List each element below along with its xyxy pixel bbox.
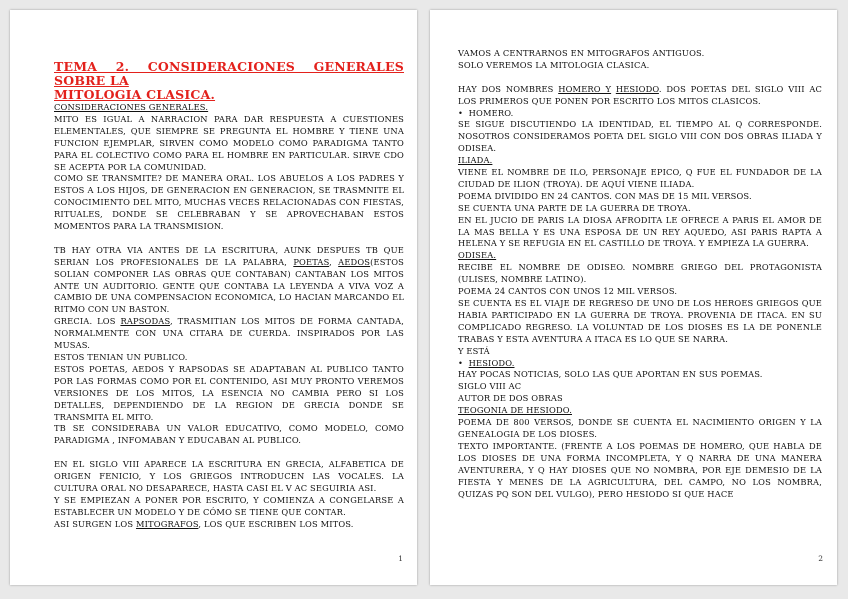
paragraph-iliada-cantos: POEMA DIVIDIDO EN 24 CANTOS. CON MAS DE 15 MIL VERSOS.: [458, 190, 752, 201]
line-mitografos-antiguos: VAMOS A CENTRARNOS EN MITOGRAFOS ANTIGUOS.: [458, 48, 705, 58]
text-run: , LOS QUE ESCRIBEN LOS MITOS.: [198, 518, 354, 529]
page-number: 2: [818, 554, 823, 563]
text-run: (ESTOS SOLIAN COMPONER LAS OBRAS QUE CONTABAN) CANTABAN LOS MITOS ANTE UN AUDITORIO. GENTE QUE CONTABA LA LEYENDA A VIVA VOZ A CAMBIO DE UNA COMPENSACION ECONOMICA, LO HACIAN MARCANDO EL RITMO CON UN BASTON.: [54, 256, 405, 315]
text-run: , TRASMITIAN LOS MITOS DE FORMA CANTADA, NORMALMENTE CON UNA CITARA DE CUERDA. INSPIRADOS POR LAS MUSAS.: [54, 316, 404, 351]
bullet-hesiodo: HESIODO.: [468, 357, 515, 368]
paragraph-mito-definicion: MITO ES IGUAL A NARRACION PARA DAR RESPUESTA A CUESTIONES ELEMENTALES, QUE SIEMPRE SE PREGUNTA EL HOMBRE Y TIENE UNA FUNCION EJEMPLAR, SIRVEN COMO MODELO COMO PARADIGMA TANTO PARA EL COLECTIVO COMO PARA EL HOMBRE EN PARTICULAR. SIRVE CDO SE ACEPTA POR LA COMUNIDAD.: [54, 113, 404, 172]
paragraph-juicio-paris: EN EL JUCIO DE PARIS LA DIOSA AFRODITA LE OFRECE A PARIS EL AMOR DE LA MAS BELLA Y ES UNA ESPOSA DE UN REY AQUEDO, ASI PARIS RAPTA A HELENA Y SE REFUGIA EN EL CASTILLO DE TROYA. Y EMPIEZA LA GUERRA.: [458, 214, 822, 249]
paragraph-publico: ESTOS TENIAN UN PUBLICO.: [54, 352, 188, 363]
term-poetas: POETAS: [293, 256, 330, 267]
text-run: ASI SURGEN LOS: [54, 518, 136, 529]
paragraph-viaje-regreso: SE CUENTA ES EL VIAJE DE REGRESO DE UNO DE LOS HEROES GRIEGOS QUE HABIA PARTICIPADO EN LA GUERRA DE TROYA. PROVENIA DE ITACA. EN SU COMPLICADO REGRESO. LA VOLUNTAD DE LOS DIOSES ES LA DE PONENLE TRABAS Y ESTA AVENTURA A ITACA ES LO QUE SE NARRA.: [458, 298, 822, 344]
bullet-homero: • HOMERO.: [458, 108, 822, 120]
paragraph-odisea-cantos: POEMA 24 CANTOS CON UNOS 12 MIL VERSOS.: [458, 286, 678, 297]
document-title-line-2: MITOLOGIA CLASICA.: [54, 87, 216, 102]
paragraph-mitografos: [54, 519, 404, 531]
paragraph-transmision-oral: COMO SE TRANSMITE? DE MANERA ORAL. LOS ABUELOS A LOS PADRES Y ESTOS A LOS HIJOS, DE GENERACION EN GENERACION, SE TRASMNITE EL CONOCIMIENTO DEL MITO, MUCHAS VECES RELACIONADAS CON FIESTAS, RITUALES, DONDE SE CELEBRABAN Y SE APROVECHABAN ESTOS MOMENTOS PARA LA TRANSMISION.: [54, 173, 404, 232]
term-homero-y: HOMERO Y: [558, 83, 612, 94]
text-run: HAY DOS NOMBRES: [458, 83, 559, 94]
paragraph-ilo: VIENE EL NOMBRE DE ILO, PERSONAJE EPICO, Q FUE EL FUNDADOR DE LA CIUDAD DE ILION (TROYA). DE AQUÍ VIENE ILIADA.: [458, 167, 822, 189]
paragraph-pocas-noticias: HAY POCAS NOTICIAS, SOLO LAS QUE APORTAN EN SUS POEMAS.: [458, 369, 763, 380]
line-siglo-viii: SIGLO VIII AC: [458, 381, 522, 392]
term-rapsodas: RAPSODAS: [120, 316, 170, 327]
section-heading: CONSIDERACIONES GENERALES.: [54, 102, 209, 112]
term-hesiodo: HESIODO: [615, 83, 659, 94]
line-autor-dos-obras: AUTOR DE DOS OBRAS: [458, 393, 563, 404]
paragraph-poner-por-escrito: Y SE EMPIEZAN A PONER POR ESCRITO, Y COMIENZA A CONGELARSE A ESTABLECER UN MODELO Y DE CÓMO SE TIENE QUE CONTAR.: [54, 494, 404, 517]
document-page-1: [10, 10, 417, 585]
paragraph-dos-nombres: [458, 84, 822, 108]
line-y-esta: Y ESTÁ: [458, 345, 490, 356]
paragraph-odiseo: RECIBE EL NOMBRE DE ODISEO. NOMBRE GRIEGO DEL PROTAGONISTA (ULISES, NOMBRE LATINO).: [458, 262, 822, 285]
paragraph-profesionales-palabra: [54, 245, 404, 316]
page-number: 1: [398, 554, 403, 563]
page-1-content: [54, 60, 404, 531]
paragraph-poema-800: POEMA DE 800 VERSOS, DONDE SE CUENTA EL NACIMIENTO ORIGEN Y LA GENEALOGIA DE LOS DIOSES.: [458, 417, 822, 439]
text-run: ,: [329, 256, 339, 267]
term-aedos: AEDOS: [338, 256, 371, 267]
line-mitologia-clasica: SOLO VEREMOS LA MITOLOGIA CLASICA.: [458, 59, 650, 70]
text-run: . DOS POETAS DEL SIGLO VIII AC LOS PRIMEROS QUE PONEN POR ESCRITO LOS MITOS CLASICOS.: [458, 83, 822, 106]
text-run: GRECIA. LOS: [54, 316, 121, 327]
term-mitografos: MITOGRAFOS: [135, 518, 199, 529]
heading-odisea: ODISEA.: [458, 250, 497, 261]
paragraph-texto-importante: TEXTO IMPORTANTE. (FRENTE A LOS POEMAS DE HOMERO, QUE HABLA DE LOS DIOSES DE UNA FORMA INCOMPLETA, Y Q NARRA DE UNA MANERA AVENTURERA, Y Q HAY DIOSES QUE NO NOMBRA, POR EJE DEMESIO DE LA FIESTA Y MENES DE LA AGRICULTURA, DEL CAMPO, NO LOS NOMBRA, QUIZAS PQ SON DEL VULGO), PERO HESIODO SI QUE HACE: [458, 440, 822, 499]
document-page-2: [430, 10, 837, 585]
paragraph-rapsodas: [54, 316, 404, 352]
document-title-line-1: TEMA 2. CONSIDERACIONES GENERALES SOBRE LA: [54, 59, 404, 88]
heading-teogonia: TEOGONIA DE HESIODO.: [458, 405, 572, 416]
page-2-content: [458, 48, 822, 500]
paragraph-versiones-mitos: ESTOS POETAS, AEDOS Y RAPSODAS SE ADAPTABAN AL PUBLICO TANTO POR LAS FORMAS COMO POR EL CONTENIDO, ASI MUY PRONTO VEREMOS VERSIONES DE LOS MITOS, LA ESENCIA NO CAMBIA PERO SI LOS DETALLES, DEPENDIENDO DE LA REGION DE GRECIA DONDE SE TRANSMITA EL MITO.: [54, 363, 404, 422]
paragraph-valor-educativo: TB SE CONSIDERABA UN VALOR EDUCATIVO, COMO MODELO, COMO PARADIGMA , INFOMABAN Y EDUCABAN AL PUBLICO.: [54, 423, 404, 446]
paragraph-guerra-troya: SE CUENTA UNA PARTE DE LA GUERRA DE TROYA.: [458, 202, 691, 213]
paragraph-escritura: EN EL SIGLO VIII APARECE LA ESCRITURA EN GRECIA, ALFABETICA DE ORIGEN FENICIO, Y LOS GRIEGOS INTRODUCEN LAS VOCALES. LA CULTURA ORAL NO DESAPARECE, HASTA CASI EL V AC SEGUIRIA ASI.: [54, 459, 404, 493]
paragraph-identidad-homero: SE SIGUE DISCUTIENDO LA IDENTIDAD, EL TIEMPO AL Q CORRESPONDE. NOSOTROS CONSIDERAMOS POETA DEL SIGLO VIII CON DOS OBRAS ILIADA Y ODISEA.: [458, 119, 822, 154]
text-run: TB HAY OTRA VIA ANTES DE LA ESCRITURA, AUNK DESPUES TB QUE SERIAN LOS PROFESIONALES DE LA PALABRA,: [54, 244, 404, 267]
heading-iliada: ILIADA.: [458, 155, 493, 166]
